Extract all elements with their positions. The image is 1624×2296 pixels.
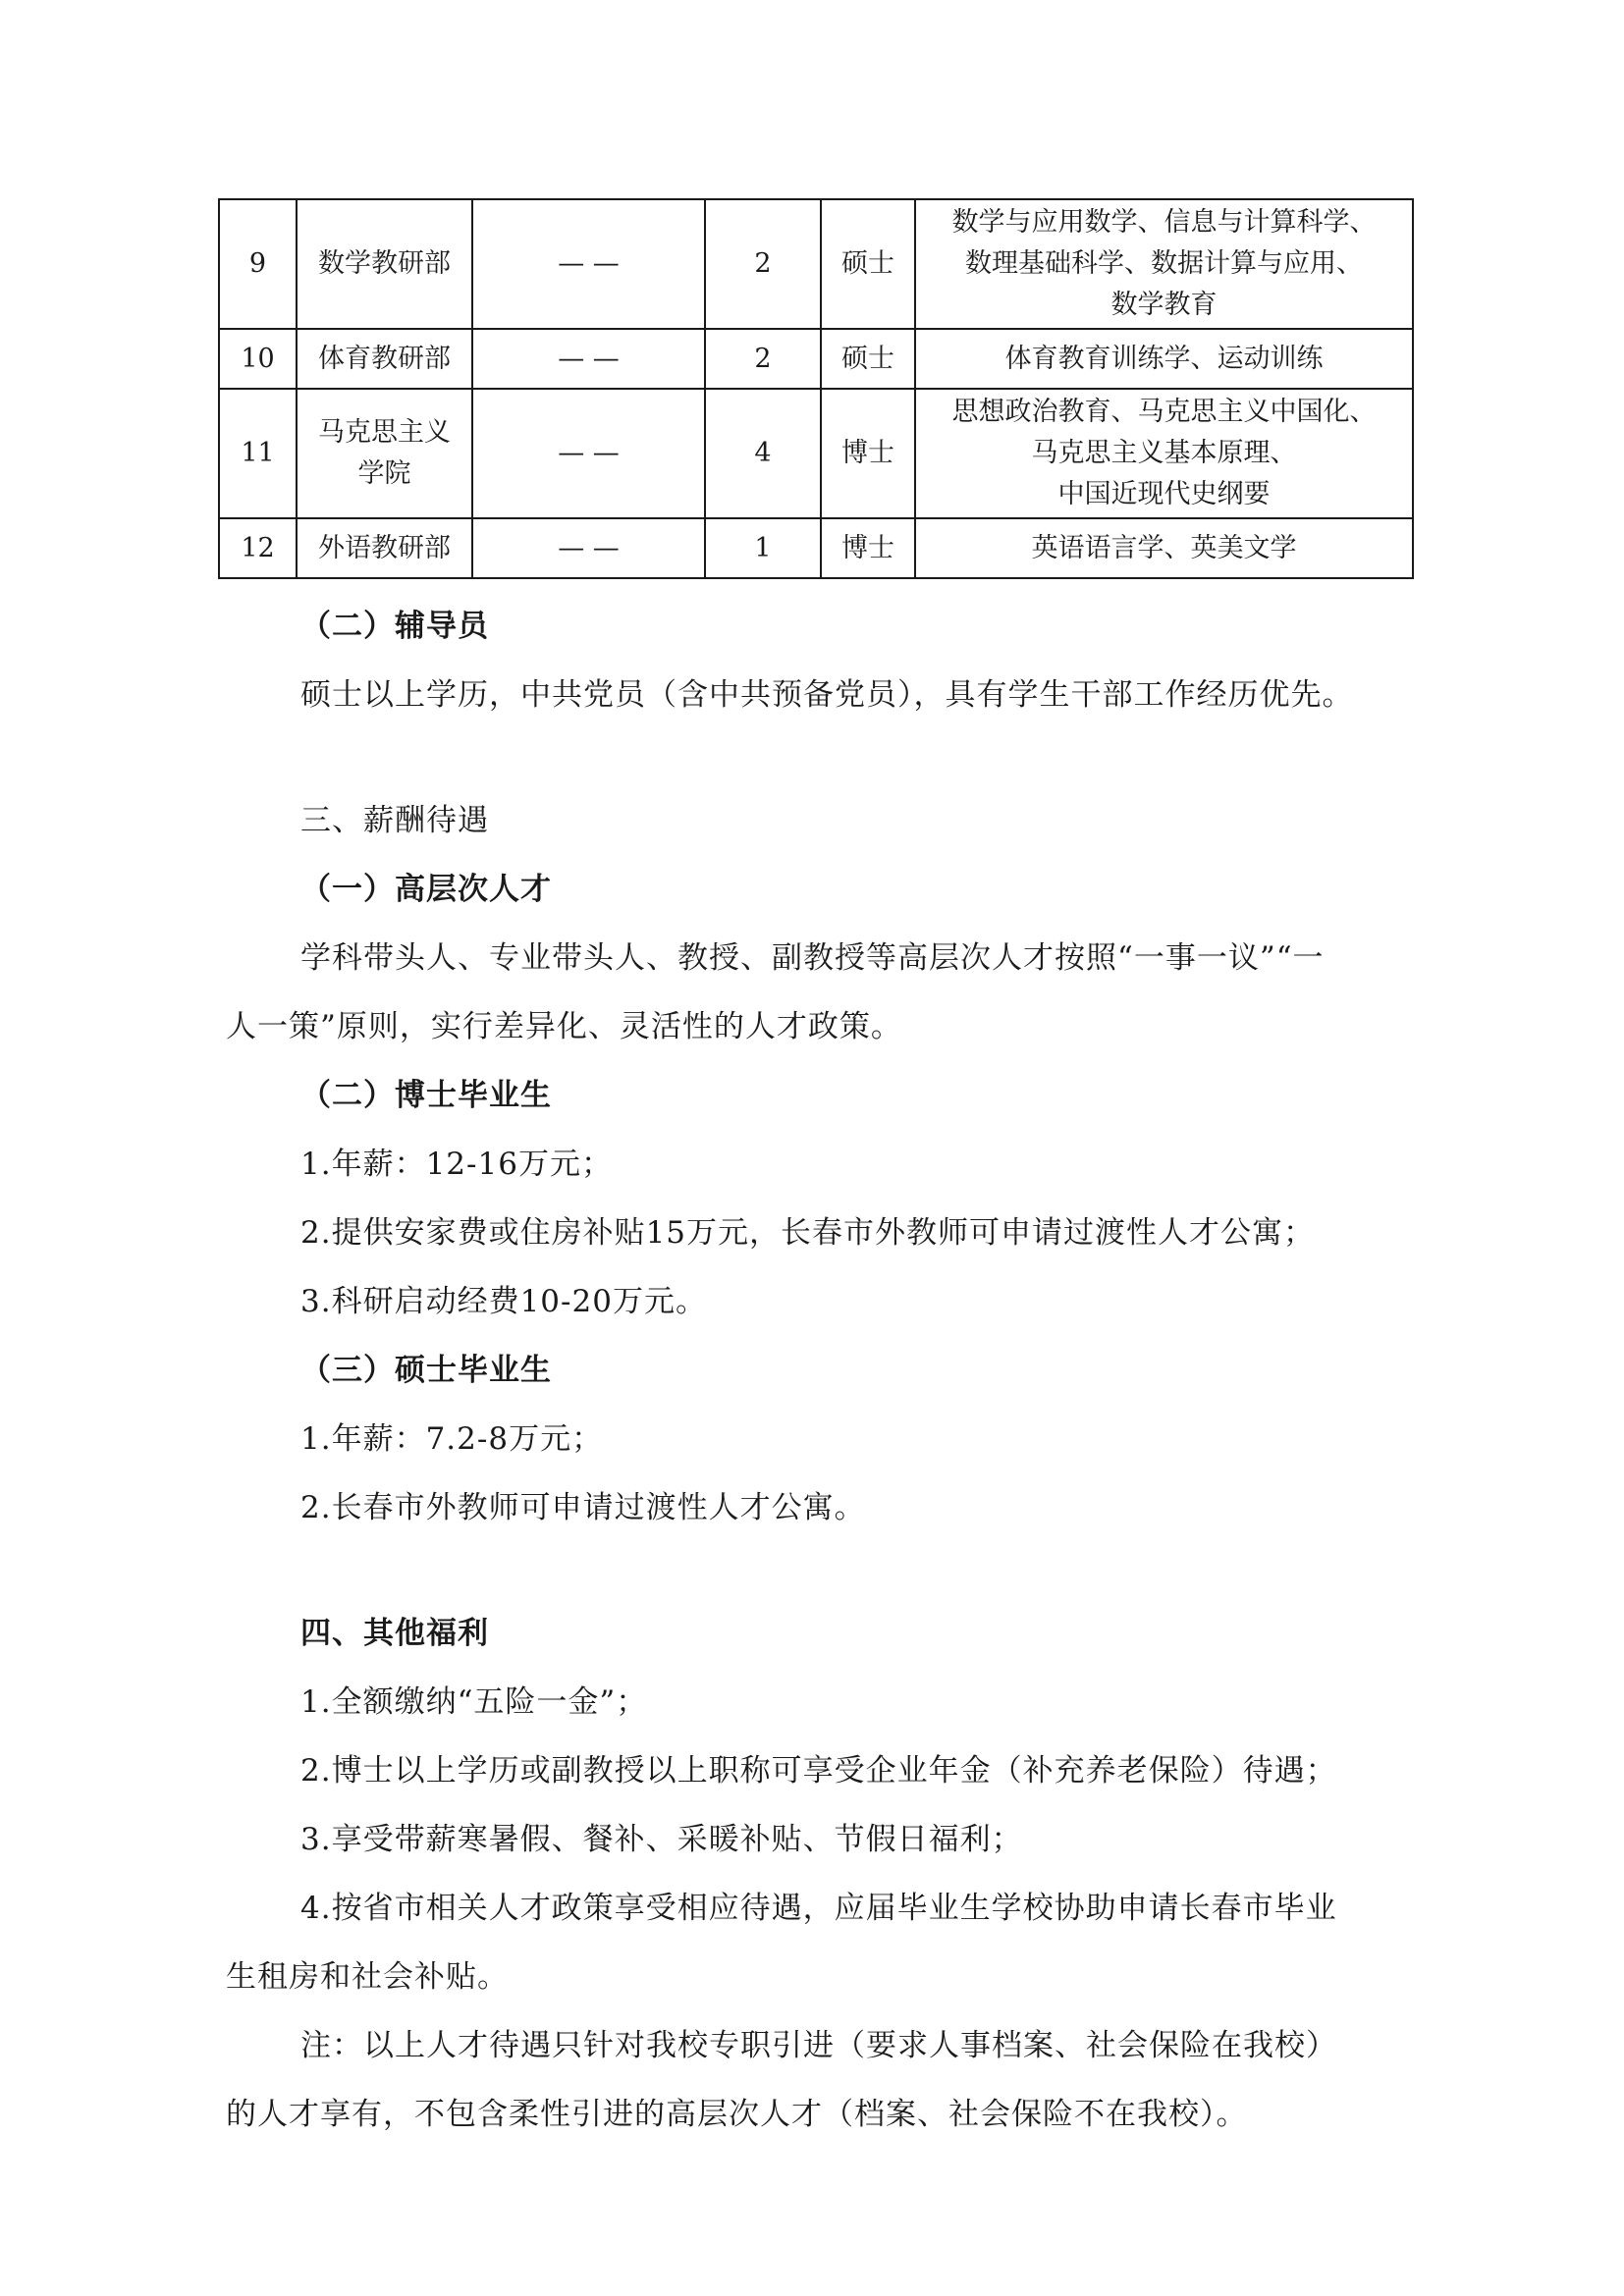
master-heading: （三）硕士毕业生	[300, 1353, 552, 1388]
position-table-body	[219, 199, 1413, 578]
high-level-line-2: 人一策”原则，实行差异化、灵活性的人才政策。	[226, 1009, 902, 1044]
dash-cell: — —	[472, 389, 705, 518]
row-number-cell: 12	[219, 518, 297, 578]
headcount-cell: 2	[705, 199, 821, 329]
row-number-cell: 11	[219, 389, 297, 518]
department-cell-line: 数学教研部	[318, 248, 451, 279]
dash-cell: — —	[472, 518, 705, 578]
note-line-2: 的人才享有，不包含柔性引进的高层次人才（档案、社会保险不在我校）。	[226, 2097, 1248, 2132]
majors-cell-line: 体育教育训练学、运动训练	[1004, 343, 1324, 374]
position-table	[218, 198, 1414, 579]
dash-cell: — —	[472, 199, 705, 329]
department-cell	[297, 199, 472, 329]
counselor-text: 硕士以上学历，中共党员（含中共预备党员），具有学生干部工作经历优先。	[300, 677, 1354, 713]
degree-cell: 硕士	[821, 329, 915, 389]
majors-cell-line: 英语语言学、英美文学	[1031, 532, 1297, 563]
majors-cell-line: 中国近现代史纲要	[1057, 479, 1271, 509]
majors-cell	[915, 199, 1413, 329]
majors-cell	[915, 518, 1413, 578]
welfare-item-2: 2.博士以上学历或副教授以上职称可享受企业年金（补充养老保险）待遇；	[300, 1753, 1337, 1789]
welfare-heading: 四、其他福利	[300, 1616, 489, 1651]
row-number-cell: 10	[219, 329, 297, 389]
headcount-cell: 2	[705, 329, 821, 389]
majors-cell	[915, 389, 1413, 518]
master-item-1: 1.年薪：7.2-8万元；	[300, 1421, 604, 1457]
degree-cell: 博士	[821, 518, 915, 578]
majors-cell-line: 数理基础科学、数据计算与应用、	[965, 248, 1363, 279]
welfare-item-1: 1.全额缴纳“五险一金”；	[300, 1684, 648, 1720]
majors-cell-line: 思想政治教育、马克思主义中国化、	[951, 397, 1377, 427]
welfare-item-3: 3.享受带薪寒暑假、餐补、采暖补贴、节假日福利；	[300, 1822, 1023, 1857]
department-cell	[297, 389, 472, 518]
department-cell	[297, 329, 472, 389]
counselor-heading: （二）辅导员	[300, 609, 489, 644]
table-row	[219, 329, 1413, 389]
department-cell	[297, 518, 472, 578]
master-item-2: 2.长春市外教师可申请过渡性人才公寓。	[300, 1490, 866, 1525]
phd-heading: （二）博士毕业生	[300, 1078, 552, 1113]
department-cell-line: 学院	[357, 458, 411, 489]
degree-cell: 硕士	[821, 199, 915, 329]
degree-cell: 博士	[821, 389, 915, 518]
majors-cell-line: 数学与应用数学、信息与计算科学、	[951, 207, 1377, 238]
welfare-item-4-line-2: 生租房和社会补贴。	[226, 1959, 509, 1995]
department-cell-line: 外语教研部	[318, 532, 451, 563]
majors-cell-line: 马克思主义基本原理、	[1031, 438, 1297, 468]
phd-item-1: 1.年薪：12-16万元；	[300, 1147, 613, 1182]
note-line-1: 注：以上人才待遇只针对我校专职引进（要求人事档案、社会保险在我校）	[300, 2028, 1337, 2063]
headcount-cell: 1	[705, 518, 821, 578]
phd-item-2: 2.提供安家费或住房补贴15万元，长春市外教师可申请过渡性人才公寓；	[300, 1215, 1316, 1251]
salary-heading: 三、薪酬待遇	[300, 803, 489, 838]
table-row	[219, 199, 1413, 329]
high-level-line-1: 学科带头人、专业带头人、教授、副教授等高层次人才按照“一事一议”“一	[300, 940, 1325, 976]
dash-cell: — —	[472, 329, 705, 389]
department-cell-line: 体育教研部	[318, 343, 451, 374]
high-level-heading: （一）高层次人才	[300, 872, 552, 907]
majors-cell	[915, 329, 1413, 389]
welfare-item-4-line-1: 4.按省市相关人才政策享受相应待遇，应届毕业生学校协助申请长春市毕业	[300, 1891, 1337, 1926]
table-row	[219, 389, 1413, 518]
department-cell-line: 马克思主义	[318, 417, 451, 448]
table-row	[219, 518, 1413, 578]
headcount-cell: 4	[705, 389, 821, 518]
majors-cell-line: 数学教育	[1110, 290, 1218, 320]
phd-item-3: 3.科研启动经费10-20万元。	[300, 1284, 707, 1319]
row-number-cell: 9	[219, 199, 297, 329]
